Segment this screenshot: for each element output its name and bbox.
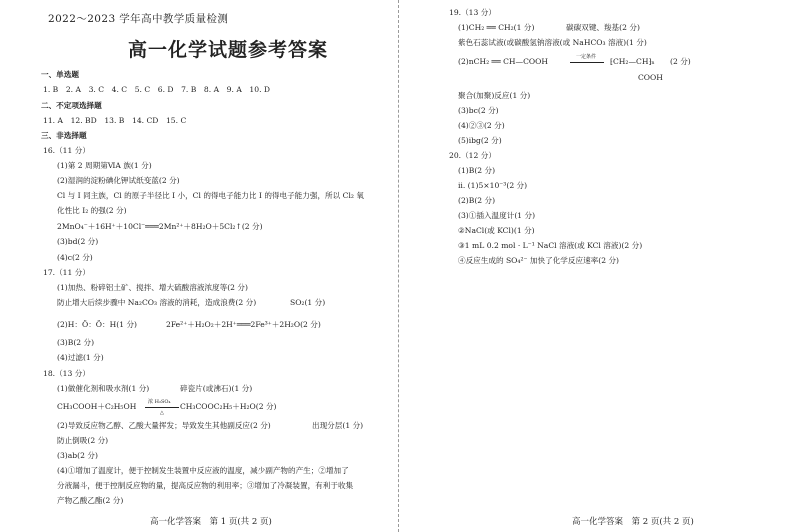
question-18-heading: 18.（13 分） (43, 369, 90, 378)
equation-line: 2Fe²⁺＋H₂O₂＋2H⁺═══2Fe³⁺＋2H₂O(2 分) (166, 320, 321, 329)
reaction-condition-top: 一定条件 (576, 54, 597, 60)
answer-line: 防止倒吸(2 分) (57, 436, 109, 445)
answer-line: (5)ibg(2 分) (458, 136, 502, 145)
section-heading-multiple-choice: 二、不定项选择题 (41, 101, 102, 110)
answer-line: Cl 与 I 同主族，Cl 的原子半径比 I 小，Cl 的得电子能力比 I 的得电子能力强，所以 Cl₂ 氧 (57, 191, 364, 200)
answer-line: (3)①插入温度计(1 分) (458, 211, 536, 220)
answer-line: 碳碳双键、羧基(2 分) (566, 23, 640, 32)
answer-line: 分液漏斗，便于控制反应物的量，提高反应物的利用率；③增加了冷凝装置，有利于收集 (57, 481, 354, 490)
answer-line: (2)导致反应物乙醇、乙酸大量挥发；导致发生其他副反应(2 分) (57, 421, 271, 430)
reaction-condition-top: 浓 H₂SO₄ (148, 399, 171, 405)
answer-line: (2 分) (670, 57, 691, 66)
answer-line: (2)湿润的淀粉碘化钾试纸变蓝(2 分) (57, 176, 180, 185)
exam-header: 2022～2023 学年高中教学质量检测 (48, 13, 229, 25)
answer-line: (1)CH₂ ══ CH₂(1 分) (458, 23, 535, 32)
reaction-arrow (570, 62, 604, 63)
answer-page-2 (398, 0, 794, 532)
answer-line: 碎瓷片(或沸石)(1 分) (180, 384, 253, 393)
answer-line: (1)第 2 周期第ⅥA 族(1 分) (57, 161, 152, 170)
answer-line: (3)bd(2 分) (57, 237, 99, 246)
answer-line: (3)B(2 分) (57, 338, 95, 347)
page-footer: 高一化学答案 第 1 页(共 2 页) (150, 517, 272, 527)
answer-line: ④反应生成的 SO₄²⁻ 加快了化学反应速率(2 分) (458, 256, 620, 265)
answer-line: (4)①增加了温度计，便于控制发生装置中反应液的温度，减少副产物的产生；②增加了 (57, 466, 349, 475)
polymer-side-group: COOH (638, 73, 663, 82)
answer-line: 紫色石蕊试液(或碳酸氢钠溶液(或 NaHCO₃ 溶液)(1 分) (458, 38, 647, 47)
answer-line: 产物乙酸乙酯(2 分) (57, 496, 124, 505)
equation-reactants: (2)nCH₂ ══ CH—COOH (458, 57, 549, 66)
answer-line: (1)做催化剂和吸水剂(1 分) (57, 384, 150, 393)
answer-line: 聚合(加聚)反应(1 分) (458, 91, 531, 100)
answer-line: 出现分层(1 分) (312, 421, 364, 430)
answer-line: ⅱ. (1)5×10⁻³(2 分) (458, 181, 528, 190)
answer-line: (3)ab(2 分) (57, 451, 98, 460)
equation-reactants: CH₃COOH＋C₂H₅OH (57, 402, 137, 411)
answer-line: (4)②③(2 分) (458, 121, 505, 130)
equation-line: 2MnO₄⁻＋16H⁺＋10Cl⁻═══2Mn²⁺＋8H₂O＋5Cl₂↑(2 分) (57, 222, 263, 231)
answer-line: (2)B(2 分) (458, 196, 496, 205)
multiple-choice-answers: 11. A 12. BD 13. B 14. CD 15. C (43, 116, 187, 125)
reaction-condition-bottom: △ (160, 410, 164, 416)
answer-line: (1)加热、粉碎铝土矿、搅拌、增大硫酸溶液浓度等(2 分) (57, 283, 248, 292)
answer-line: SO₂(1 分) (290, 298, 326, 307)
question-16-heading: 16.（11 分） (43, 146, 90, 155)
page-footer: 高一化学答案 第 2 页(共 2 页) (572, 517, 694, 527)
polymer-formula: ⁅CH₂—CH⁆ₙ (610, 57, 655, 66)
answer-line: (4)c(2 分) (57, 253, 93, 262)
reaction-arrow (145, 407, 179, 408)
question-20-heading: 20.（12 分） (449, 151, 496, 160)
answer-line: 防止增大后续步骤中 Na₂CO₃ 溶液的消耗，造成浪费(2 分) (57, 298, 257, 307)
electron-formula-line: (2)H：Ö：Ö：H(1 分) (57, 320, 137, 329)
page-title: 高一化学试题参考答案 (128, 39, 329, 61)
answer-line: ③1 mL 0.2 mol · L⁻¹ NaCl 溶液(或 KCl 溶液)(2 分) (458, 241, 643, 250)
answer-line: ②NaCl(或 KCl)(1 分) (458, 226, 535, 235)
section-heading-single-choice: 一、单选题 (41, 70, 79, 79)
answer-line: (1)B(2 分) (458, 166, 496, 175)
section-heading-free-response: 三、非选择题 (41, 131, 87, 140)
answer-line: 化性比 I₂ 的强(2 分) (57, 206, 127, 215)
answer-line: (4)过滤(1 分) (57, 353, 104, 362)
question-17-heading: 17.（11 分） (43, 268, 90, 277)
single-choice-answers: 1. B 2. A 3. C 4. C 5. C 6. D 7. B 8. A 9. A 10. D (43, 85, 270, 94)
equation-products: CH₃COOC₂H₅＋H₂O(2 分) (180, 402, 277, 411)
answer-line: (3)bc(2 分) (458, 106, 499, 115)
question-19-heading: 19.（13 分） (449, 8, 496, 17)
